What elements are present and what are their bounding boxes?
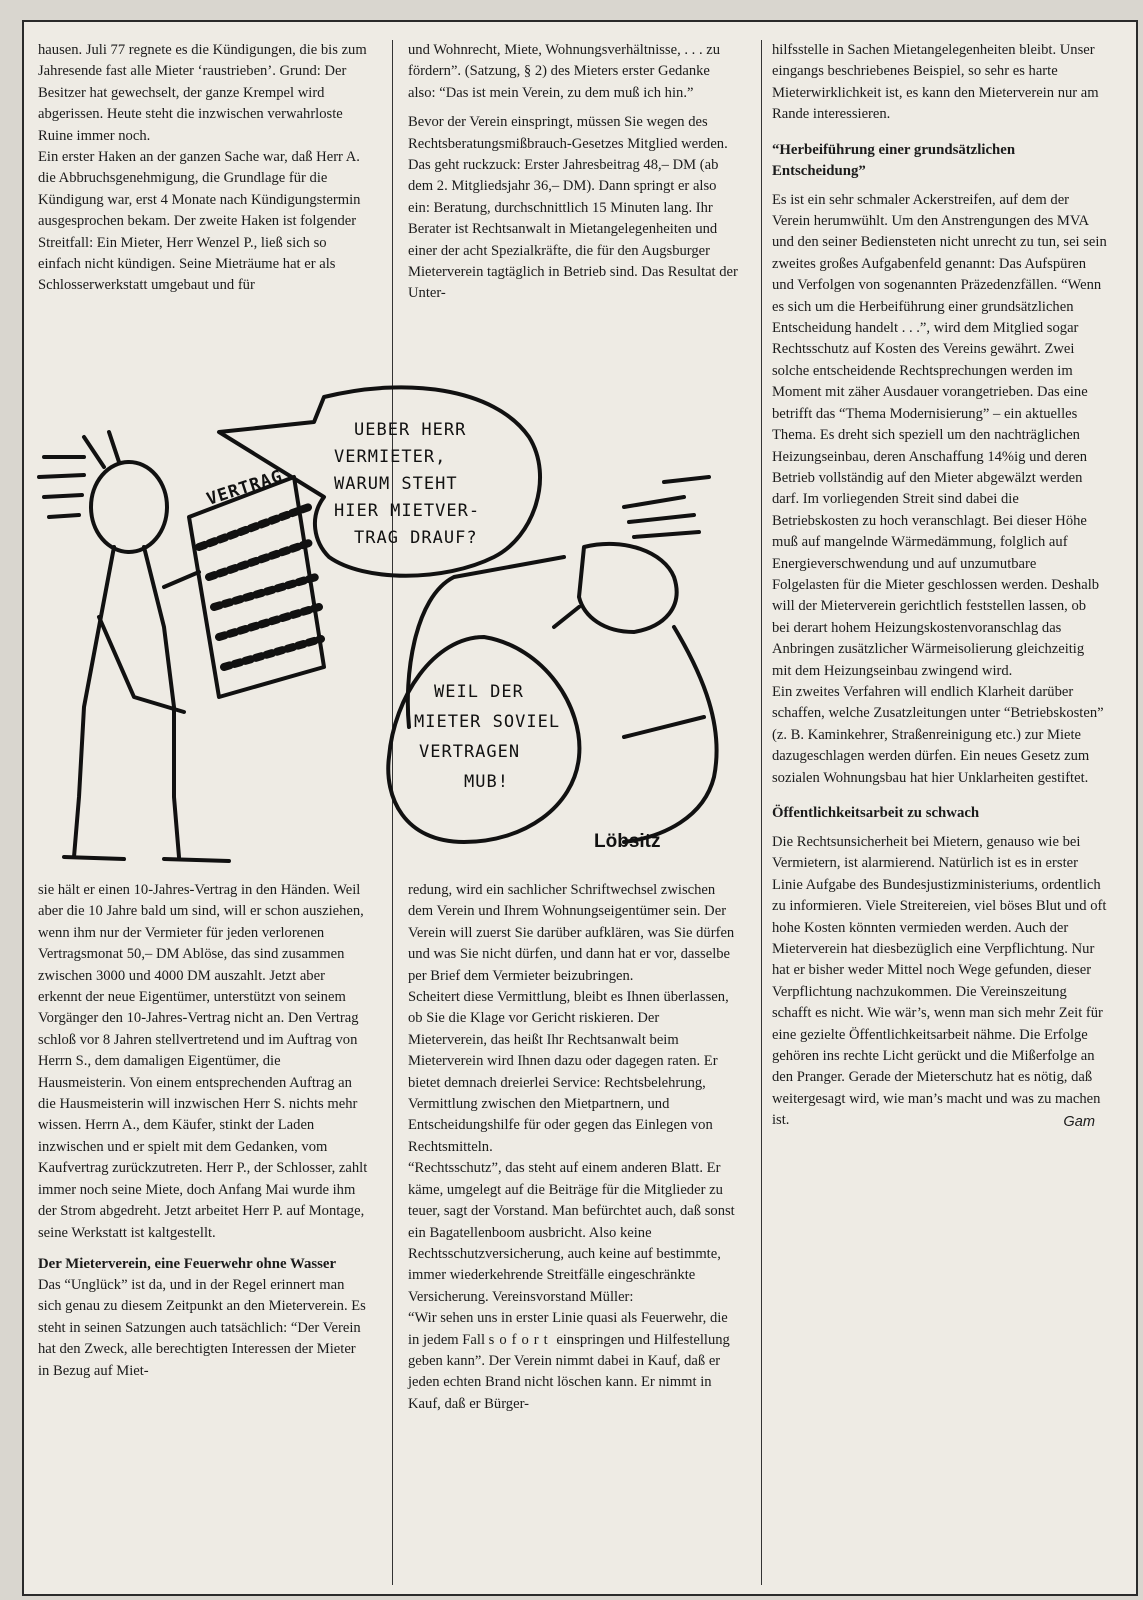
bubble-line: MUB! xyxy=(464,772,509,792)
left-figure xyxy=(64,432,229,861)
bubble-line: VERTRAGEN xyxy=(419,742,521,762)
bubble-line: TRAG DRAUF? xyxy=(354,528,478,548)
paragraph: hausen. Juli 77 regnete es die Kündigungen, die bis zum Jahresende fast alle Mieter ‘raustrieben’. Grund: Der Besitzer hat gewechselt, der ganze Krempel wird abgerissen. Heute steht die inzwischen verwahrloste Ruine immer noch. xyxy=(38,42,367,144)
artist-signature: Löbsitz xyxy=(594,831,661,852)
paragraph: Scheitert diese Vermittlung, bleibt es Ihnen überlassen, ob Sie die Klage vor Gericht riskieren. Der Mieterverein, das heißt Ihr Rechtsanwalt beim Mieterverein wird Ihnen dazu oder dagegen raten. Er bietet demnach dreierlei Service: Rechtsbelehrung, Vermittlung zwischen den Mietpartnern, und Entscheidungshilfe für oder gegen das Einlegen von Rechtsmitteln. xyxy=(408,989,729,1155)
bubble-line: HIER MIETVER- xyxy=(334,501,481,521)
bubble-2-text xyxy=(414,682,560,792)
paragraph: sie hält er einen 10-Jahres-Vertrag in den Händen. Weil aber die 10 Jahre bald um sind, will er schon ausziehen, wenn ihm nur der Vermieter für jeden verlorenen Vertragsmonat 50,– DM Ablöse, das sind zusammen zwischen 3000 und 4000 DM auszahlt. Jetzt aber erkennt der neue Eigentümer, unterstützt von seinem Vorgänger den 10-Jahres-Vertrag nicht an. Den Vertrag schloß vor 8 Jahren stellvertretend und im Auftrag von Herrn S., dem damaligen Eigentümer, die Hausmeisterin. Von einem entsprechenden Auftrag an die Hausmeisterin will inzwischen Herr S. nichts mehr wissen. Herrn A., dem Käufer, stinkt der Laden inzwischen und er spielt mit dem Gedanken, vom Kaufvertrag zurückzutreten. Herr P., der Schlosser, zahlt immer noch seine Miete, doch Anfang Mai wurde ihm der Strom abgedreht. Jetzt arbeitet Herr P. auf Montage, seine Werkstatt ist kaltgestellt. xyxy=(38,882,368,1241)
paragraph: Ein zweites Verfahren will endlich Klarheit darüber schaffen, welche Zusatzleitungen unter “Betriebskosten” (z. B. Kaminkehrer, Straßenreinigung etc.) zur Miete dazugeschlagen werden dürfen. Ein neues Gesetz zum sozialen Wohnungsbau hat hier Unklarheiten gestiftet. xyxy=(772,683,1104,786)
column-1-bottom xyxy=(38,880,370,1382)
quote-start: “Wir sehen uns in erster Linie quasi als Feuerwehr, die in jedem Fall xyxy=(408,1310,728,1348)
paragraph xyxy=(408,1308,740,1415)
bubble-1-text xyxy=(334,420,480,548)
paragraph: Die Rechtsunsicherheit bei Mietern, genauso wie bei Vermietern, ist alarmierend. Natürlich ist es in erster Linie Aufgabe des Bundesjustizministeriums, ordentlich zu informieren. Viele Streitereien, viel böses Blut und oft hohe Kosten könnten vermieden werden. Auch der Mieterverein hat diesbezüglich eine Verpflichtung. Nur hat er bisher weder Mittel noch Wege gefunden, dieser Verpflichtung nachzukommen. Die Vereinszeitung schafft es nicht. Wie wär’s, wenn man sich mehr Zeit für eine gezielte Öffentlichkeitsarbeit nähme. Die Erfolge gehören ins rechte Licht gerückt und die Mißerfolge an den Pranger. Gerade der Mieterschutz hat es nötig, daß weitergesagt wird, wie man’s macht und was zu machen ist. xyxy=(772,834,1107,1129)
bubble-line: UEBER HERR xyxy=(354,420,467,440)
author-signature: Gam xyxy=(1063,1113,1095,1130)
newspaper-page xyxy=(22,20,1138,1596)
quote-emphasis: sofort xyxy=(488,1331,553,1348)
cartoon-illustration xyxy=(24,377,764,897)
paragraph: hilfsstelle in Sachen Mietangelegenheiten bleibt. Unser eingangs beschriebenes Beispiel, so sehr es harte Mieterwirklichkeit ist, es kann den Mieterverein nur am Rande interessieren. xyxy=(772,42,1099,123)
section-heading: Der Mieterverein, eine Feuerwehr ohne Wasser xyxy=(38,1255,337,1272)
paragraph: Bevor der Verein einspringt, müssen Sie wegen des Rechtsberatungsmißbrauch-Gesetzes Mitglied werden. Das geht ruckzuck: Erster Jahresbeitrag 48,– DM (ab dem 2. Mitgliedsjahr 36,– DM). Dann springt er also ein: Beratung, durchschnittlich 15 Minuten lang. Ihr Berater ist Rechtsanwalt in Mietangelegenheiten und einer der acht Spezialkräfte, die für den Augsburger Mieterverein tagtäglich in Betrieb sind. Das Resultat der Unter- xyxy=(408,114,738,302)
column-1-top xyxy=(38,40,370,297)
sign-label: VERTRAG xyxy=(204,466,286,510)
paragraph: redung, wird ein sachlicher Schriftwechsel zwischen dem Verein und Ihrem Wohnungseigentümer sein. Der Verein will zuerst Sie darüber aufklären, was Sie dürfen und was Sie nicht dürfen, und dann hat er vor, dasselbe per Brief dem Vermieter beizubringen. xyxy=(408,882,735,984)
section-heading: Öffentlichkeitsarbeit zu schwach xyxy=(772,805,980,821)
paragraph: Ein erster Haken an der ganzen Sache war, daß Herr A. die Abbruchsgenehmigung, die Grundlage für die Kündigung war, erst 4 Monate nach Kündigungstermin ausgesprochen bekam. Der zweite Haken ist folgender Streitfall: Ein Mieter, Herr Wenzel P., ließ sich so einfach nicht kündigen. Seine Mieträume hat er als Schlosserwerkstatt umgebaut und für xyxy=(38,149,361,294)
column-3 xyxy=(772,40,1107,1133)
paragraph: “Rechtsschutz”, das steht auf einem anderen Blatt. Er käme, umgelegt auf die Beiträge für die Mitglieder zu teuer, sagt der Vorstand. Man befürchtet auch, daß sonst ein Bagatellenboom ausbricht. Also keine Rechtsschutzversicherung, auch keine auf bestimmte, immer wiederkehrende Streitfälle eingeschränkte Versicherung. Vereinsvorstand Müller: xyxy=(408,1160,735,1305)
column-2-top xyxy=(408,40,740,305)
contract-sign xyxy=(189,477,324,697)
bubble-line: WARUM STEHT xyxy=(334,474,458,494)
paragraph: und Wohnrecht, Miete, Wohnungsverhältnisse, . . . zu fördern”. (Satzung, § 2) des Mieters erster Gedanke also: “Das ist mein Verein, zu dem muß ich hin.” xyxy=(408,42,721,101)
bubble-line: MIETER SOVIEL xyxy=(414,712,561,732)
bubble-line: VERMIETER, xyxy=(334,447,447,467)
speech-bubble-2 xyxy=(388,637,579,842)
section-heading: “Herbeiführung einer grundsätzlichen Entscheidung” xyxy=(772,141,1016,179)
paragraph: Das “Unglück” ist da, und in der Regel erinnert man sich genau zu diesem Zeitpunkt an den Mieterverein. Es steht in seinen Satzungen auch tatsächlich: “Der Verein hat den Zweck, alle berechtigten Interessen der Mieter in Bezug auf Miet- xyxy=(38,1276,366,1379)
bubble-line: WEIL DER xyxy=(434,682,524,702)
column-2-bottom xyxy=(408,880,740,1415)
quote-end: einspringen und Hilfestellung geben kann”. Der Verein nimmt dabei in Kauf, daß er jeden echten Brand nicht löschen kann. Er nimmt in Kauf, daß er Bürger- xyxy=(408,1331,730,1412)
paragraph: Es ist ein sehr schmaler Ackerstreifen, auf dem der Verein herumwühlt. Um den Anstrengungen des MVA und den seiner Bediensteten nicht unrecht zu tun, sei sein zweites großes Aufgabenfeld genannt: Das Aufspüren und Verfolgen von sogenannten Präzedenzfällen. “Wenn es sich um die Herbeiführung einer grundsätzlichen Entscheidung handelt . . .”, wird dem Mitglied sogar Rechtsschutz auf Kosten des Vereins gewährt. Zwei solche entscheidende Rechtsprechungen werden im Moment mit zäher Ausdauer vorangetrieben. Das eine betrifft das “Thema Modernisierung” – ein aktuelles Thema. Es dreht sich speziell um den nachträglichen Heizungseinbau, deren Anschaffung 14%ig und deren Betrieb vollständig auf den Mieter abgewälzt werden darf. Im vorliegenden Streit sind dabei die Betriebskosten zu hoch veranschlagt. Bei dieser Höhe muß auf mangelnde Wärmedämmung, folglich auf Energieverschwendung und auf unzumutbare Folgelasten für die Mieter geschlossen werden. Deshalb will der Mieterverein gerichtlich feststellen lassen, ob bei derart hohem Heizungskostenvoranschlag das Anbringen zusätzlicher Wärmeisolierung gleichzeitig mit dem Heizungseinbau zwingend wird. xyxy=(772,191,1107,679)
